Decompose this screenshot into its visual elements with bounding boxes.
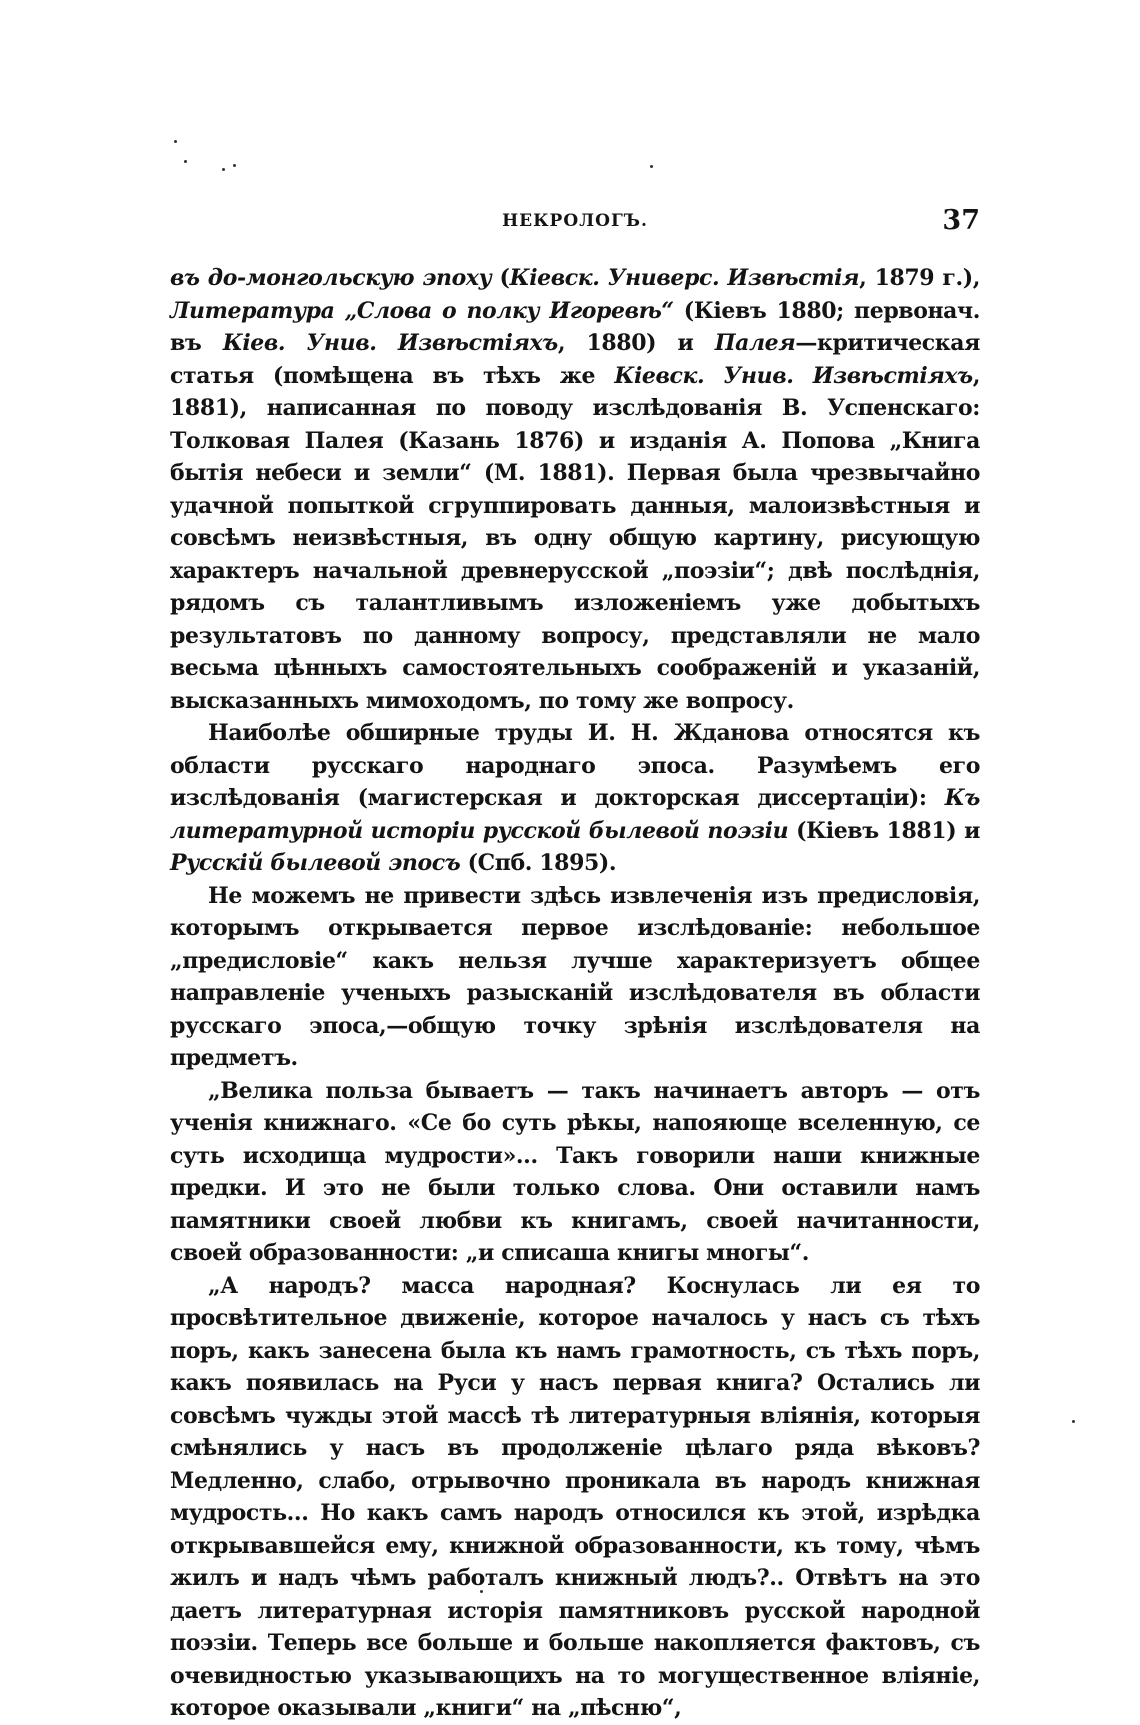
text-run: Не можемъ не привести здѣсь извлеченія изъ предисловія, которымъ открывается первое изслѣдованіе: небольшое „предисловіе“ какъ нельзя лучше характеризуетъ общее направленіе ученыхъ разысканій изслѣдователя въ области русскаго эпоса,—общую точку зрѣнія изслѣдователя на предметъ. bbox=[170, 882, 980, 1071]
italic-run: Русскій былевой эпосъ bbox=[170, 850, 461, 876]
text-run: Наиболѣе обширные труды И. Н. Жданова относятся къ области русскаго народнаго эпоса. Разумѣемъ его изслѣдованія (магистерская и докторская диссертаціи): bbox=[170, 720, 980, 811]
scan-speck bbox=[184, 160, 187, 163]
text-run: „А народъ? масса народная? Коснулась ли ея то просвѣтительное движеніе, которое началось у насъ съ тѣхъ поръ, какъ занесена была къ намъ грамотность, съ тѣхъ поръ, какъ появилась на Руси у насъ первая книга? Остались ли совсѣмъ чужды этой массѣ тѣ литературныя вліянія, которыя смѣнялись у насъ въ продолженіе цѣлаго ряда вѣковъ? Медленно, слабо, отрывочно проникала въ народъ книжная мудрость... Но какъ самъ народъ относился къ этой, изрѣдка открывавшейся ему, книжной образованности, къ тому, чѣмъ жилъ и надъ чѣмъ работалъ книжный людъ?.. Отвѣтъ на это даетъ литературная исторія памятниковъ русской народной поэзіи. Теперь все больше и больше накопляется фактовъ, съ очевидностью указывающихъ на то могущественное вліяніе, которое оказывали „книги“ на „пѣсню“, bbox=[170, 1272, 980, 1721]
scan-speck bbox=[222, 168, 225, 171]
text-run: (Кіевъ 1881) и bbox=[788, 817, 981, 844]
text-run: , 1881), написанная по поводу изслѣдованія В. Успенскаго: Толковая Палея (Казань 1876) и изданія А. Попова „Книга бытія небеси и земли“ (М. 1881). Первая была чрезвычайно удачной попыткой сгруппировать данныя, малоизвѣстныя и совсѣмъ неизвѣстныя, въ одну общую картину, рисующую характеръ начальной древнерусской „поэзіи“; двѣ послѣднія, рядомъ съ талантливымъ изложеніемъ уже добытыхъ результатовъ по данному вопросу, представляли не мало весьма цѣнныхъ самостоятельныхъ соображеній и указаній, высказанныхъ мимоходомъ, по тому же вопросу. bbox=[170, 362, 981, 714]
paragraph bbox=[170, 880, 980, 1075]
scan-speck bbox=[1072, 1420, 1075, 1423]
paragraph bbox=[170, 1270, 980, 1725]
italic-run: Къ литературной исторіи русской былевой поэзіи bbox=[170, 785, 980, 844]
text-run: —критическая статья (помѣщена въ тѣхъ же bbox=[170, 330, 980, 389]
page-header bbox=[170, 205, 980, 245]
running-title: НЕКРОЛОГЪ. bbox=[502, 211, 648, 231]
paragraph bbox=[170, 717, 980, 880]
scan-speck bbox=[650, 165, 653, 168]
body-text bbox=[170, 262, 980, 1725]
text-run: , 1880) и bbox=[557, 330, 715, 356]
paragraph bbox=[170, 262, 980, 717]
text-run: „Велика польза бываетъ — такъ начинаетъ авторъ — отъ ученія книжнаго. «Се бо суть рѣкы, напояюще вселенную, се суть исходища мудрости»... Такъ говорили наши книжные предки. И это не были только слова. Они оставили намъ памятники своей любви къ книгамъ, своей начитанности, своей образованности: „и списаша книгы многы“. bbox=[170, 1077, 980, 1266]
page-number: 37 bbox=[942, 205, 980, 236]
text-run: , 1879 г.), bbox=[859, 265, 980, 291]
italic-run: Литература „Слова о полку Игоревѣ“ bbox=[170, 297, 674, 324]
text-run: ( bbox=[491, 265, 510, 291]
scan-speck bbox=[174, 140, 177, 143]
text-run: (Спб. 1895). bbox=[460, 850, 617, 876]
paragraph bbox=[170, 1075, 980, 1270]
italic-run: Кіевск. Универс. Извѣстія bbox=[509, 265, 860, 291]
italic-run: Кіев. Унив. Извѣстіяхъ bbox=[222, 330, 558, 356]
text-run: (Кіевъ 1880; первонач. въ bbox=[170, 297, 980, 356]
italic-run: Палея bbox=[714, 330, 796, 356]
italic-run: Кіевск. Унив. Извѣстіяхъ bbox=[614, 362, 973, 389]
scan-speck bbox=[233, 164, 236, 167]
italic-run: въ до-монгольскую эпоху bbox=[170, 265, 492, 291]
